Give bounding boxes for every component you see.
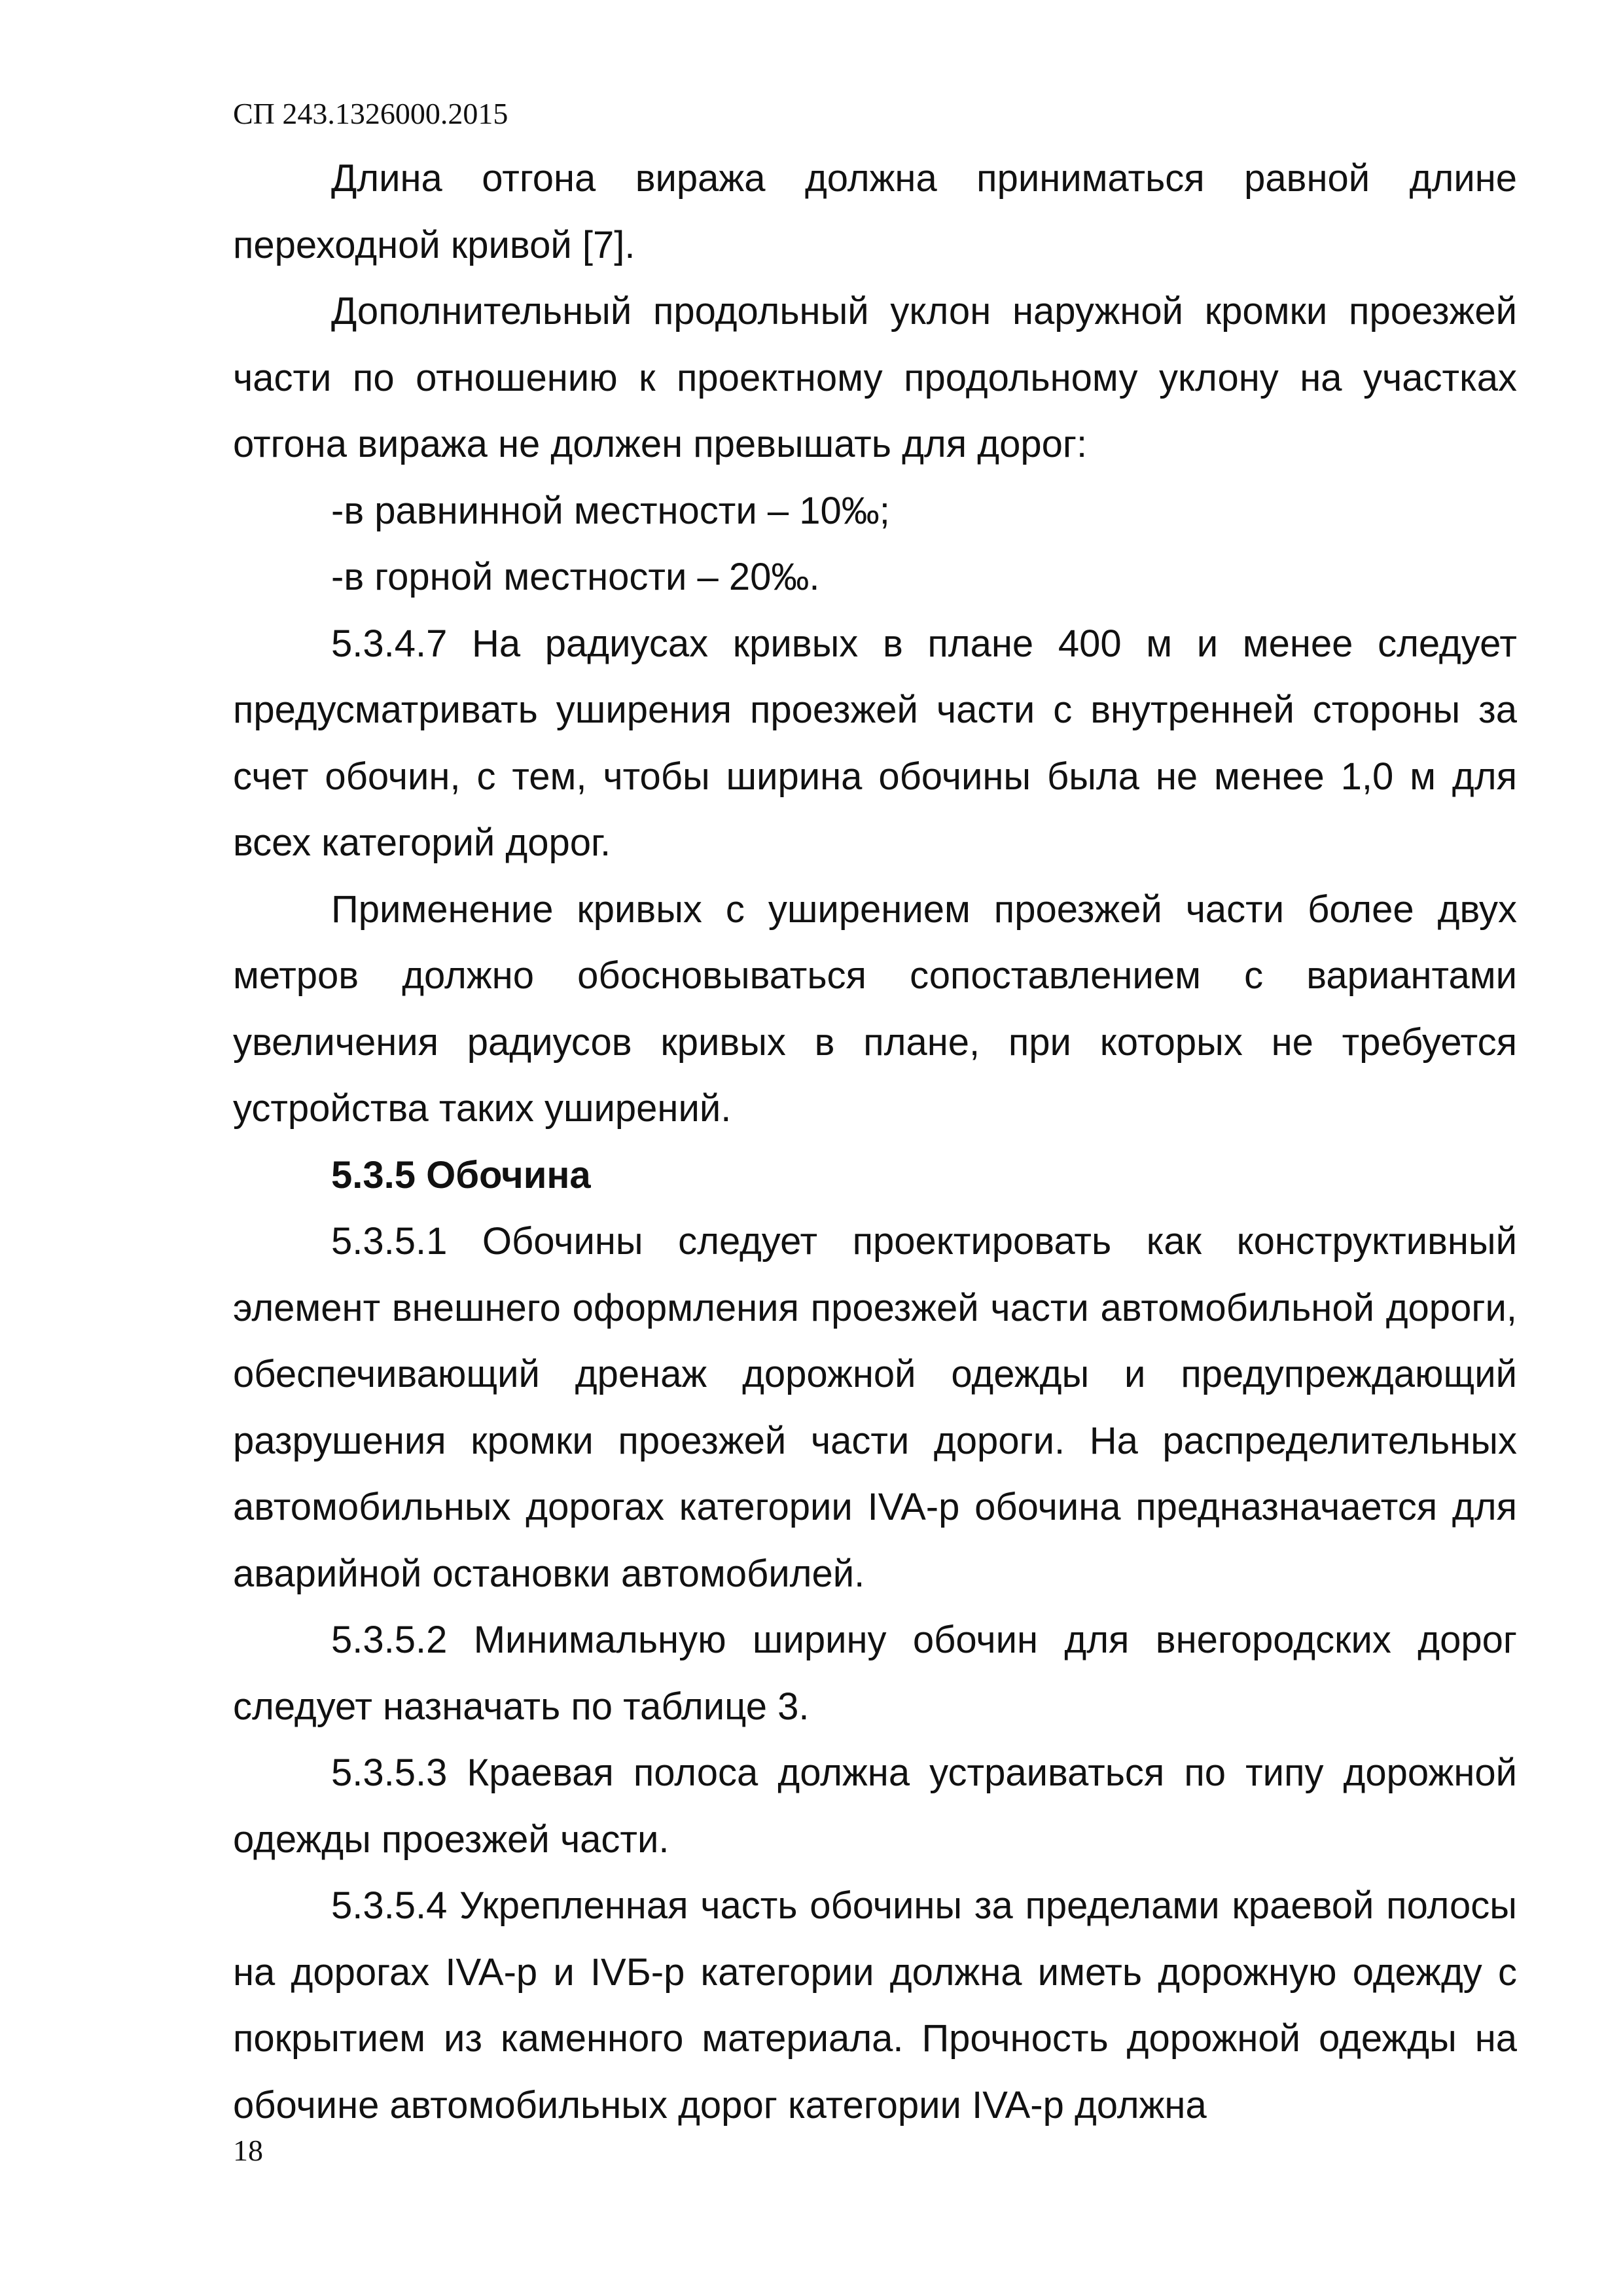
paragraph-5-3-5-3: 5.3.5.3 Краевая полоса должна устраиваться по типу дорожной одежды проезжей части. (233, 1751, 1517, 1861)
paragraph-5-3-4-7: 5.3.4.7 На радиусах кривых в плане 400 м и менее следует предусматривать уширения проезжей части с внутренней стороны за счет обочин, с тем, чтобы ширина обочины была не менее 1,0 м для всех категорий дорог. (233, 622, 1517, 864)
paragraph-widening-justification: Применение кривых с уширением проезжей части более двух метров должно обосновываться сопоставлением с вариантами увеличения радиусов кривых в плане, при которых не требуется устройства таких уширений. (233, 888, 1517, 1130)
paragraph-5-3-5-4: 5.3.5.4 Укрепленная часть обочины за пределами краевой полосы на дорогах IVA-р и IVБ-р категории должна иметь дорожную одежду с покрытием из каменного материала. Прочность дорожной одежды на обочине автомобильных дорог категории IVA-р должна (233, 1884, 1517, 2126)
section-heading-5-3-5: 5.3.5 Обочина (331, 1153, 591, 1196)
document-code-header: СП 243.1326000.2015 (233, 97, 508, 130)
paragraph-transition-length: Длина отгона виража должна приниматься равной длине переходной кривой [7]. (233, 157, 1517, 266)
paragraph-5-3-5-2: 5.3.5.2 Минимальную ширину обочин для внегородских дорог следует назначать по таблице 3. (233, 1619, 1517, 1728)
list-item-plain-terrain: -в равнинной местности – 10‰; (331, 489, 890, 532)
paragraph-additional-slope: Дополнительный продольный уклон наружной кромки проезжей части по отношению к проектному продольному уклону на участках отгона виража не должен превышать для дорог: (233, 290, 1517, 465)
page-number: 18 (233, 2134, 263, 2167)
body-text (233, 145, 1517, 2138)
list-item-mountain-terrain: -в горной местности – 20‰. (331, 556, 820, 598)
paragraph-5-3-5-1: 5.3.5.1 Обочины следует проектировать как конструктивный элемент внешнего оформления проезжей части автомобильной дороги, обеспечивающий дренаж дорожной одежды и предупреждающий разрушения кромки проезжей части дороги. На распределительных автомобильных дорогах категории IVA-р обочина предназначается для аварийной остановки автомобилей. (233, 1220, 1517, 1595)
